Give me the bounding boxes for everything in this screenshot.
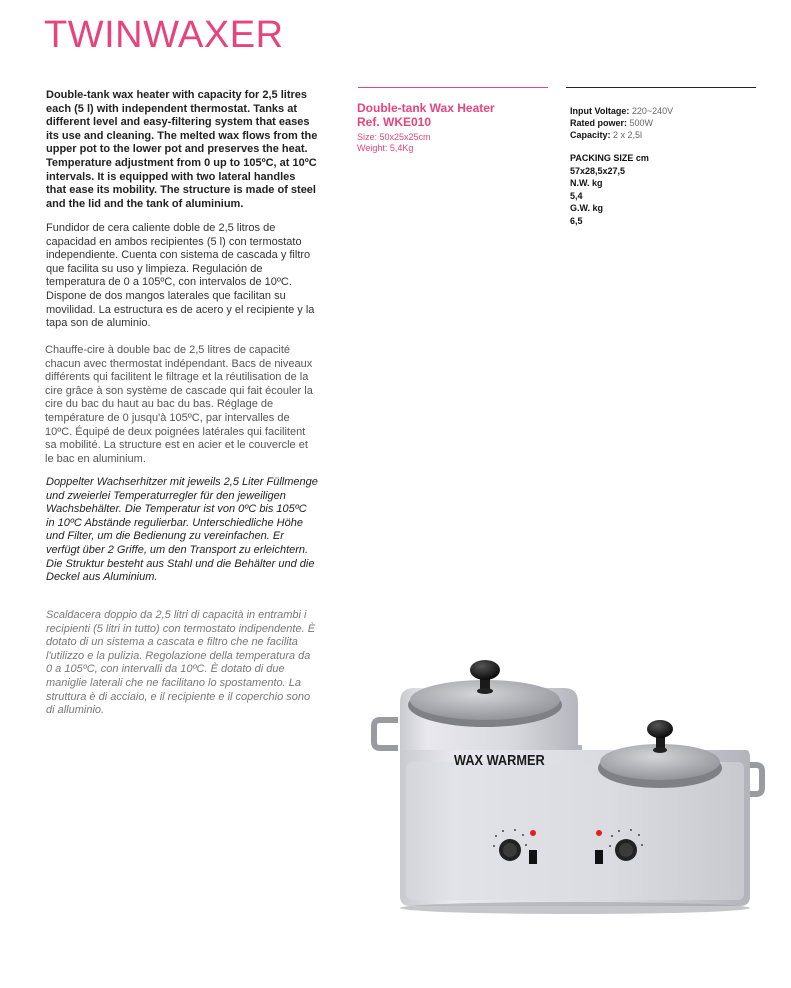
- spec-label: PACKING SIZE cm: [570, 153, 649, 163]
- description-spanish: Fundidor de cera caliente doble de 2,5 litros de capacidad en ambos recipientes (5 l) con termostato independiente. Cuenta con sistema de cascada y filtro que facilita su uso y limpieza. Regulación de temperatura de 0 a 105ºC, con intervalos de 10ºC. Dispone de dos mangos laterales que facilitan su movilidad. La estructura es de acero y el recipiente y la tapa son de aluminio.: [46, 222, 315, 330]
- spec-rated-power: [570, 117, 653, 129]
- product-label: WAX WARMER: [454, 752, 545, 769]
- product-divider: [358, 87, 548, 88]
- spec-capacity: [570, 129, 642, 141]
- left-handle-shape: [374, 720, 398, 748]
- spec-input-voltage: [570, 105, 673, 117]
- spec-nw-label: [570, 177, 603, 189]
- spec-gw-label: [570, 202, 603, 214]
- spec-label: Rated power:: [570, 118, 628, 128]
- spec-value: 2 x 2,5l: [613, 130, 643, 140]
- product-size: Size: 50x25x25cm: [357, 132, 431, 142]
- product-reference: Ref. WKE010: [357, 115, 432, 129]
- spec-value: 57x28,5x27,5: [570, 166, 626, 176]
- product-name: Double-tank Wax Heater: [357, 101, 495, 115]
- spec-value: 500W: [629, 118, 654, 128]
- spec-gw-value: [570, 215, 583, 227]
- spec-label: Input Voltage:: [570, 106, 630, 116]
- description-french: Chauffe-cire à double bac de 2,5 litres de capacité chacun avec thermostat indépendant. Bacs de niveaux différents qui facilitent le filtrage et la réutilisation de la cire grâce à son système de cascade qui fait écouler la cire du bac du haut au bac du bas. Réglage de température de 0 jusqu'à 105ºC, par intervalles de 10ºC. Équipé de deux poignées latérales qui facilitent sa mobilité. La structure est en acier et le couvercle et le bac en aluminium.: [45, 344, 313, 465]
- spec-label: Capacity:: [570, 130, 611, 140]
- description-german: Doppelter Wachserhitzer mit jeweils 2,5 Liter Füllmenge und zweierlei Temperaturregler für den jeweiligen Wachsbehälter. Die Temperatur ist von 0ºC bis 105ºC in 10ºC Abstände regulierbar. Unterschiedliche Höhe und Filter, um die Bedienung zu vereinfachen. Er verfügt über 2 Griffe, um den Transport zu erleichtern. Die Struktur besteht aus Stahl und die Behälter und die Deckel aus Aluminium.: [46, 476, 318, 584]
- spec-label: N.W. kg: [570, 178, 603, 188]
- page-title: TWINWAXER: [44, 14, 284, 56]
- spec-value: 220~240V: [631, 106, 674, 116]
- spec-nw-value: [570, 190, 583, 202]
- spec-packing-label: [570, 152, 649, 164]
- spec-label: G.W. kg: [570, 203, 604, 213]
- spec-value: 6,5: [570, 216, 583, 226]
- product-weight: Weight: 5,4Kg: [357, 143, 414, 153]
- specs-divider: [566, 87, 756, 88]
- product-image: [370, 650, 770, 920]
- description-english: Double-tank wax heater with capacity for 2,5 litres each (5 l) with independent thermostat. Tanks at different level and easy-filtering system that eases its use and cleaning. The melted wax flows from the upper pot to the lower pot and preserves the heat. Temperature adjustment from 0 up to 105ºC, at 10ºC intervals. It is equipped with two lateral handles that ease its mobility. The structure is made of steel and the lid and the tank of aluminium.: [46, 89, 318, 210]
- spec-value: 5,4: [570, 191, 583, 201]
- spec-packing-value: [570, 165, 625, 177]
- description-italian: Scaldacera doppio da 2,5 litri di capacità in entrambi i recipienti (5 litri in tutto) con termostato indipendente. È dotato di un sistema a cascata e filtro che ne facilita l'utilizzo e la pulizia. Regolazione della temperatura da 0 a 105ºC, con intervalli da 10ºC. È dotato di due maniglie laterali che ne facilitano lo spostamento. La struttura è di acciaio, e il recipiente e il coperchio sono di alluminio.: [46, 609, 316, 717]
